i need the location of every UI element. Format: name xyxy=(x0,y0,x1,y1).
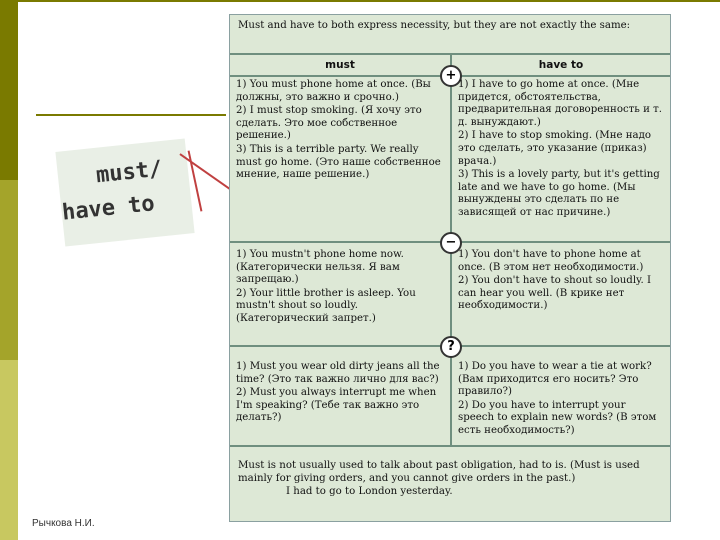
top-rule xyxy=(18,0,720,2)
sidebar-stripe xyxy=(0,0,18,540)
list-item: 1) You don't have to phone home at once. (В этом нет необходимости.) xyxy=(458,249,644,273)
grammar-table xyxy=(229,14,671,522)
note-example: I had to go to London yesterday. xyxy=(286,486,453,497)
must-positive-cell xyxy=(236,79,444,183)
question-icon: ? xyxy=(440,336,462,358)
list-item: 2) Do you have to interrupt your speech to explain new words? (В этом есть необходимость?) xyxy=(458,399,657,436)
list-item: 2) Your little brother is asleep. You mustn't shout so loudly. (Категорический запрет.) xyxy=(236,287,416,324)
column-header-must: must xyxy=(325,59,355,71)
must-question-cell xyxy=(236,361,444,426)
list-item: 2) Must you always interrupt me when I'm speaking? (Тебе так важно это делать?) xyxy=(236,387,437,424)
minus-icon: − xyxy=(440,232,462,254)
table-intro: Must and have to both express necessity, but they are not exactly the same: xyxy=(238,20,631,31)
plus-icon: + xyxy=(440,65,462,87)
have-to-positive-cell xyxy=(458,79,664,221)
sidebar-segment xyxy=(0,0,18,180)
have-to-question-cell xyxy=(458,361,664,439)
list-item: 1) I have to go home at once. (Мне придется, обстоятельства, предварительная договоренность и т. д. вынуждают.) xyxy=(458,79,662,128)
slide-title-line1: must/ xyxy=(94,156,164,189)
usage-note xyxy=(238,459,666,498)
list-item: 1) Do you have to wear a tie at work? (Вам приходится его носить? Это правило?) xyxy=(458,361,652,398)
title-card xyxy=(55,138,194,246)
list-item: 1) Must you wear old dirty jeans all the time? (Это так важно лично для вас?) xyxy=(236,361,440,385)
have-to-negative-cell xyxy=(458,249,664,314)
author-name: Рычкова Н.И. xyxy=(32,518,95,529)
note-text: Must is not usually used to talk about past obligation, had to is. (Must is used mainly for giving orders, and you cannot give orders in the past.) xyxy=(238,460,640,484)
slide-title-line2: have to xyxy=(60,191,156,226)
list-item: 3) This is a terrible party. We really must go home. (Это наше собственное мнение, наше решение.) xyxy=(236,143,441,181)
must-negative-cell xyxy=(236,249,444,327)
divider-rule xyxy=(36,114,226,116)
list-item: 1) You mustn't phone home now. (Категорически нельзя. Я вам запрещаю.) xyxy=(236,249,404,286)
table-rule xyxy=(230,445,670,447)
sidebar-segment xyxy=(0,360,18,540)
list-item: 2) I must stop smoking. (Я хочу это сделать. Это мое собственное решение.) xyxy=(236,105,422,142)
list-item: 1) You must phone home at once. (Вы должны, это важно и срочно.) xyxy=(236,79,431,103)
column-header-have-to: have to xyxy=(538,59,584,71)
list-item: 2) I have to stop smoking. (Мне надо это сделать, это указание (приказ) врача.) xyxy=(458,130,652,167)
sidebar-segment xyxy=(0,180,18,360)
list-item: 3) This is a lovely party, but it's getting late and we have to go home. (Мы вынуждены это сделать по не зависящей от нас причине.) xyxy=(458,169,660,218)
list-item: 2) You don't have to shout so loudly. I can hear you well. (В крике нет необходимости.) xyxy=(458,275,651,312)
